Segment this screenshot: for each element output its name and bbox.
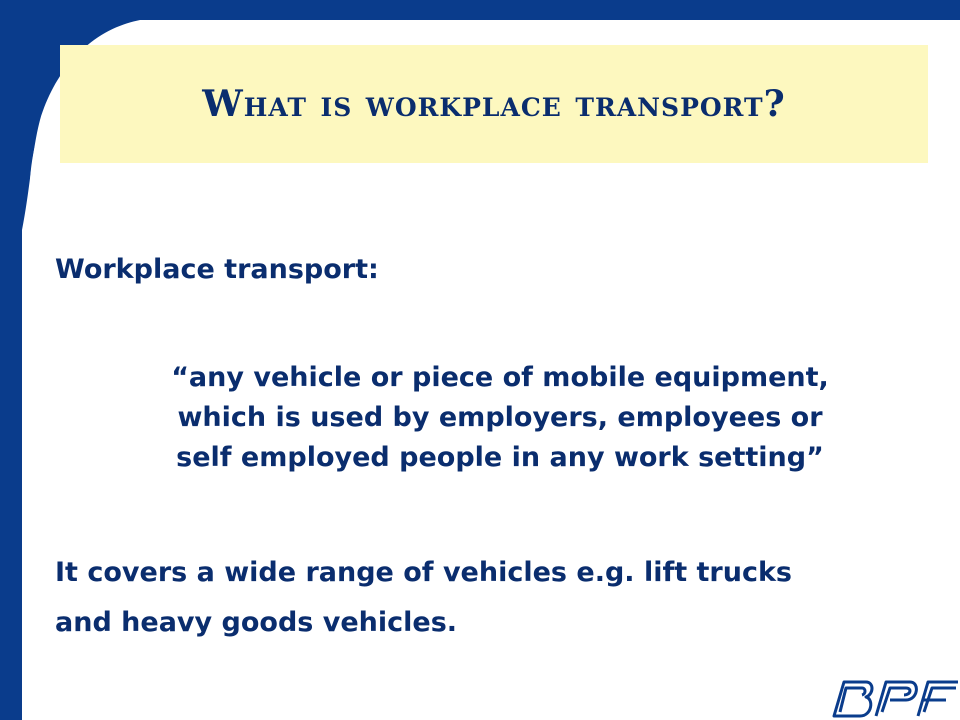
body-line: It covers a wide range of vehicles e.g. lift trucks	[55, 557, 792, 588]
body-paragraph	[55, 548, 935, 648]
subheading: Workplace transport:	[55, 254, 379, 285]
body-line: and heavy goods vehicles.	[55, 607, 458, 638]
quote-line: “any vehicle or piece of mobile equipment,	[171, 362, 829, 393]
bpf-logo-icon	[820, 676, 960, 720]
quote-line: which is used by employers, employees or	[177, 402, 823, 433]
title-box	[60, 45, 928, 163]
slide-title: What is workplace transport?	[202, 83, 786, 125]
quote-line: self employed people in any work setting”	[176, 442, 824, 473]
definition-quote	[70, 358, 930, 478]
top-border-bar	[0, 0, 960, 20]
